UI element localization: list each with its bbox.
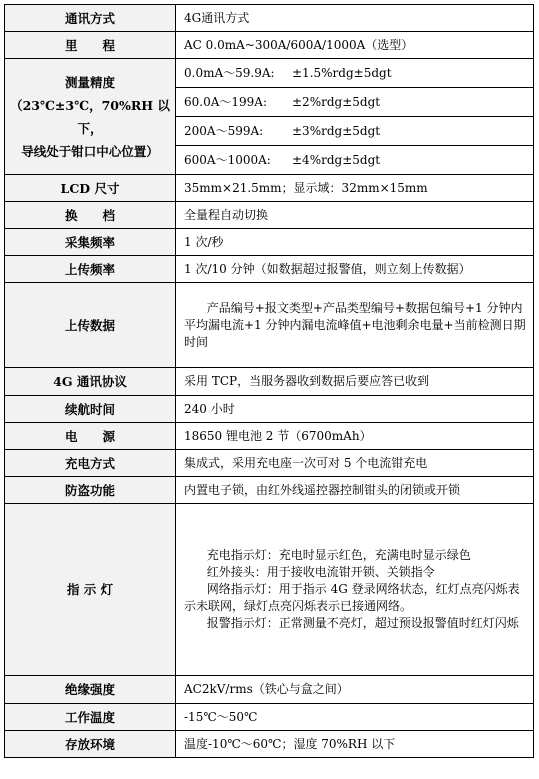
value-sample: 1 次/秒 — [176, 229, 534, 256]
value-worktemp: -15℃～50℃ — [176, 704, 534, 731]
label-antitheft: 防盗功能 — [5, 477, 176, 504]
accuracy-spec: ±2%rdg±5dgt — [292, 94, 381, 109]
label-protocol: 4G 通讯协议 — [5, 368, 176, 396]
value-endurance: 240 小时 — [176, 396, 534, 423]
label-lights: 指 示 灯 — [5, 504, 176, 676]
row-lights — [5, 504, 534, 676]
label-insulation: 绝缘强度 — [5, 676, 176, 704]
value-protocol: 采用 TCP，当服务器收到数据后要应答已收到 — [176, 368, 534, 396]
row-upload-freq — [5, 256, 534, 283]
row-comm — [5, 5, 534, 32]
accuracy-spec: ±3%rdg±5dgt — [292, 123, 381, 138]
accuracy-spec: ±4%rdg±5dgt — [292, 152, 381, 167]
row-charge — [5, 450, 534, 477]
value-lcd: 35mm×21.5mm；显示域：32mm×15mm — [176, 175, 534, 202]
label-storage: 存放环境 — [5, 731, 176, 758]
accuracy-item — [176, 59, 534, 88]
value-storage: 温度-10℃～60℃；湿度 70%RH 以下 — [176, 731, 534, 758]
row-switch — [5, 202, 534, 229]
label-lcd: LCD 尺寸 — [5, 175, 176, 202]
lights-alarm-text: 报警指示灯：正常测量不亮灯，超过预设报警值时红灯闪烁 — [206, 616, 519, 630]
value-switch: 全量程自动切换 — [176, 202, 534, 229]
spec-table — [4, 4, 534, 758]
row-storage — [5, 731, 534, 758]
label-worktemp: 工作温度 — [5, 704, 176, 731]
label-charge: 充电方式 — [5, 450, 176, 477]
row-power — [5, 423, 534, 450]
row-range — [5, 32, 534, 59]
row-lcd — [5, 175, 534, 202]
label-switch: 换 档 — [5, 202, 176, 229]
label-endurance: 续航时间 — [5, 396, 176, 423]
accuracy-item — [176, 146, 534, 175]
accuracy-item — [176, 88, 534, 117]
row-accuracy — [5, 59, 534, 88]
value-upload-freq: 1 次/10 分钟（如数据超过报警值，则立刻上传数据） — [176, 256, 534, 283]
accuracy-condition-1: （23℃±3℃，70%RH 以下， — [10, 97, 170, 136]
accuracy-spec: ±1.5%rdg±5dgt — [292, 65, 392, 80]
lights-infrared-text: 红外接头：用于接收电流钳开锁、关锁指令 — [206, 565, 435, 579]
row-upload-data — [5, 283, 534, 368]
accuracy-range: 0.0mA～59.9A: — [184, 65, 275, 80]
label-upload-data: 上传数据 — [5, 283, 176, 368]
row-insulation — [5, 676, 534, 704]
accuracy-condition-2: 导线处于钳口中心位置） — [21, 143, 159, 159]
value-power: 18650 锂电池 2 节（6700mAh） — [176, 423, 534, 450]
lights-network-text: 网络指示灯：用于指示 4G 登录网络状态，红灯点亮闪烁表示未联网，绿灯点亮闪烁表示已接通网络。 — [184, 582, 520, 613]
accuracy-range: 600A～1000A: — [184, 152, 271, 167]
value-lights — [176, 504, 534, 676]
accuracy-item — [176, 117, 534, 146]
row-sample — [5, 229, 534, 256]
label-accuracy — [5, 59, 176, 175]
label-power: 电 源 — [5, 423, 176, 450]
value-charge: 集成式，采用充电座一次可对 5 个电流钳充电 — [176, 450, 534, 477]
accuracy-title: 测量精度 — [64, 74, 115, 90]
label-sample: 采集频率 — [5, 229, 176, 256]
label-upload-freq: 上传频率 — [5, 256, 176, 283]
row-antitheft — [5, 477, 534, 504]
label-comm: 通讯方式 — [5, 5, 176, 32]
row-worktemp — [5, 704, 534, 731]
upload-data-text: 产品编号+报文类型+产品类型编号+数据包编号+1 分钟内平均漏电流+1 分钟内漏电流峰值+电池剩余电量+当前检测日期时间 — [184, 300, 526, 349]
value-antitheft: 内置电子锁，由红外线遥控器控制钳头的闭锁或开锁 — [176, 477, 534, 504]
label-range: 里 程 — [5, 32, 176, 59]
accuracy-range: 200A～599A: — [184, 123, 264, 138]
value-insulation: AC2kV/rms（铁心与盒之间） — [176, 676, 534, 704]
value-range: AC 0.0mA~300A/600A/1000A（选型） — [176, 32, 534, 59]
value-comm: 4G通讯方式 — [176, 5, 534, 32]
row-protocol — [5, 368, 534, 396]
row-endurance — [5, 396, 534, 423]
lights-charge-text: 充电指示灯：充电时显示红色，充满电时显示绿色 — [206, 548, 471, 562]
value-upload-data — [176, 283, 534, 368]
accuracy-range: 60.0A～199A: — [184, 94, 267, 109]
